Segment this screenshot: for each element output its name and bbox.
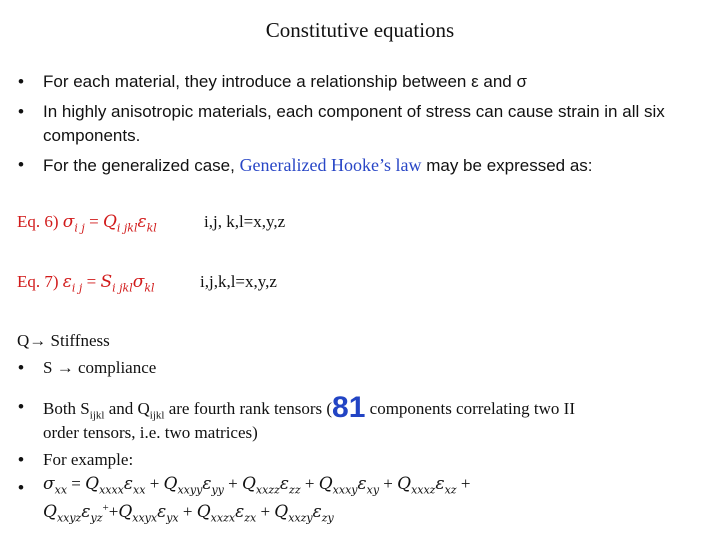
example-label: For example: [43, 450, 134, 469]
operator: = [67, 474, 86, 493]
epsilon-symbol: ε [357, 474, 367, 494]
eq6-eps-sub: kl [146, 221, 157, 235]
s-subscript: ijkl [89, 409, 105, 422]
operator: + [108, 502, 119, 521]
sigma-symbol: σ [43, 474, 55, 494]
epsilon-symbol: ε [137, 212, 147, 232]
bullet-anisotropic-cont: components. [43, 126, 141, 145]
term-subscript: yx [166, 511, 179, 525]
term-subscript: xxyx [132, 511, 158, 525]
generalized-text-prefix: For the generalized case, [43, 156, 240, 175]
equation-7 [17, 272, 155, 294]
term-subscript: xxxy [332, 483, 358, 497]
sigma-symbol: σ [132, 272, 145, 292]
eq7-lhs-sub: i j [71, 281, 83, 295]
term-subscript: xxyy [177, 483, 203, 497]
eq6-indices: i,j, k,l=x,y,z [204, 212, 286, 231]
eq6-label: Eq. 6) [17, 212, 63, 231]
term-subscript: yz [90, 511, 103, 525]
q-symbol: Q [43, 502, 57, 522]
expansion-line-2 [43, 502, 334, 524]
hookes-law-link[interactable]: Generalized Hooke’s law [239, 155, 422, 175]
q-symbol: Q [163, 474, 178, 494]
bullet-marker: • [18, 478, 24, 497]
epsilon-symbol: ε [312, 502, 322, 522]
bullet-marker: • [18, 450, 24, 469]
operator: + [456, 474, 471, 493]
term-subscript: zz [289, 483, 301, 497]
term-subscript: xxyz [56, 511, 82, 525]
term-subscript: xy [366, 483, 380, 497]
eq7-label: Eq. 7) [17, 272, 63, 291]
term-subscript: yy [211, 483, 224, 497]
term-subscript: xxzx [210, 511, 236, 525]
bullet-marker: • [18, 72, 24, 91]
operator: + [178, 502, 197, 521]
term-subscript: xx [133, 483, 146, 497]
q-symbol: Q [196, 502, 211, 522]
epsilon-symbol: ε [123, 474, 134, 494]
tensors-prefix: Both S [43, 399, 90, 418]
eq7-indices: i,j,k,l=x,y,z [200, 272, 277, 291]
tensors-statement [43, 388, 575, 422]
tensors-and: and Q [104, 399, 150, 418]
bullet-marker: • [18, 397, 24, 416]
bullet-generalized [43, 155, 593, 176]
q-symbol: Q [274, 502, 289, 522]
term-subscript: xxxx [99, 483, 124, 497]
eq7-sig-sub: kl [144, 281, 155, 295]
equals-sign: = [84, 212, 103, 231]
tensors-statement-cont: order tensors, i.e. two matrices) [43, 423, 258, 442]
bullet-marker: • [18, 102, 24, 121]
equals-sign: = [82, 272, 101, 291]
equation-6 [17, 212, 157, 234]
operator: + [379, 474, 398, 493]
epsilon-symbol: ε [279, 474, 290, 494]
sigma-symbol: σ [62, 212, 75, 232]
s-symbol: S [100, 272, 113, 292]
term-subscript: xxzy [288, 511, 313, 525]
eq6-lhs-sub: i j [74, 221, 85, 235]
operator: + [300, 474, 319, 493]
stray-plus: + [102, 502, 109, 514]
epsilon-symbol: ε [235, 502, 245, 522]
operator: + [256, 502, 275, 521]
bullet-anisotropic: In highly anisotropic materials, each component of stress can cause strain in all six [43, 102, 665, 121]
bullet-marker: • [18, 155, 24, 174]
q-symbol: Q [397, 474, 412, 494]
term-subscript: xxxz [411, 483, 436, 497]
compliance-definition: S → compliance [43, 358, 157, 377]
stiffness-definition: Q→ Stiffness [17, 331, 110, 350]
bullet-relationship: For each material, they introduce a relationship between ε and σ [43, 72, 527, 91]
q-symbol: Q [241, 474, 256, 494]
q-symbol: Q [318, 474, 333, 494]
term-subscript: xx [54, 483, 68, 497]
tensors-middle: are fourth rank tensors ( [164, 399, 333, 418]
term-subscript: xxzz [255, 483, 280, 497]
slide-title: Constitutive equations [265, 18, 455, 42]
operator: + [223, 474, 242, 493]
expansion-line-1 [43, 474, 470, 496]
generalized-text-suffix: may be expressed as: [421, 156, 593, 175]
q-symbol: Q [102, 212, 117, 232]
term-subscript: zy [321, 511, 334, 525]
term-subscript: xz [444, 483, 457, 497]
epsilon-symbol: ε [62, 272, 72, 292]
q-symbol: Q [118, 502, 133, 522]
tensors-suffix: components correlating two II [365, 399, 576, 418]
eq6-q-sub: i jkl [116, 221, 138, 235]
component-count: 81 [332, 391, 366, 424]
epsilon-symbol: ε [157, 502, 167, 522]
operator: + [145, 474, 164, 493]
q-subscript: ijkl [149, 409, 165, 422]
epsilon-symbol: ε [202, 474, 212, 494]
epsilon-symbol: ε [435, 474, 445, 494]
term-subscript: zx [244, 511, 257, 525]
bullet-marker: • [18, 358, 24, 377]
epsilon-symbol: ε [81, 502, 91, 522]
eq7-s-sub: i jkl [112, 281, 133, 295]
q-symbol: Q [85, 474, 100, 494]
